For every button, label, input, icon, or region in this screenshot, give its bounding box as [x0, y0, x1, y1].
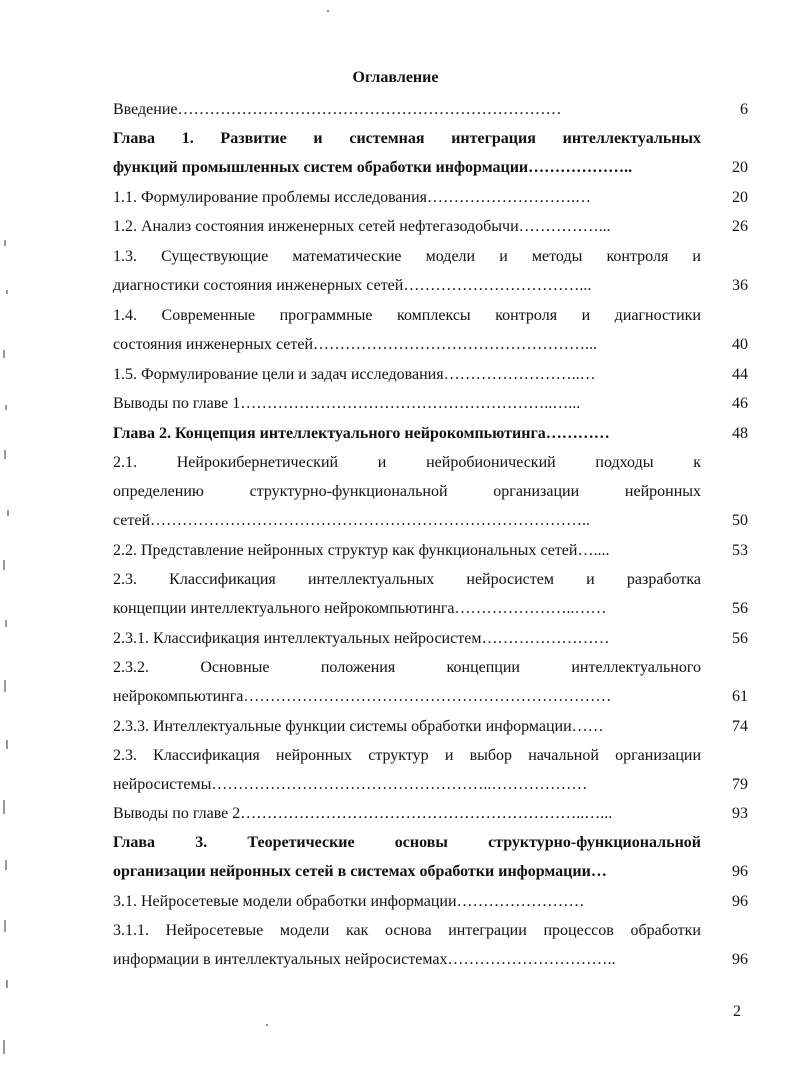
toc-entry-1-5 [113, 360, 701, 389]
toc-entry-introduction [113, 95, 701, 124]
toc-entry-1-4 [113, 301, 701, 359]
toc-entry-line: 1.2. Анализ состояния инженерных сетей нефтегазодобычи……………... [113, 218, 611, 235]
toc-entry-page: 96 [732, 863, 748, 880]
toc-entry-line: концепции интеллектуального нейрокомпьютинга…………………..…… [113, 600, 607, 617]
toc-entry-2-3-3 [113, 712, 701, 741]
toc-entry-page: 93 [732, 805, 748, 822]
toc-entry-page: 56 [732, 630, 748, 647]
toc-entry-page: 48 [732, 425, 748, 442]
toc-entry-line: 2.3.1. Классификация интеллектуальных нейросистем…………………… [113, 630, 610, 647]
toc-entry-2-3-structures [113, 741, 701, 799]
toc-entry-2-2 [113, 536, 701, 565]
toc-entry-2-1 [113, 448, 701, 535]
toc-entry-line: сетей……………………………………………………………………….. [113, 512, 591, 529]
toc-entry-page: 50 [732, 512, 748, 529]
toc-entry-line: 1.3. Существующие математические модели и методы контроля и [113, 248, 701, 265]
toc-entry-line: информации в интеллектуальных нейросистемах………………………….. [113, 951, 616, 968]
scan-speck [266, 1024, 268, 1026]
toc-entry-line: 2.3. Классификация интеллектуальных нейросистем и разработка [113, 571, 701, 588]
page-number: 2 [733, 1003, 741, 1020]
toc-entry-chapter-3 [113, 828, 701, 886]
toc-entry-3-1 [113, 887, 701, 916]
toc-entry-page: 46 [732, 395, 748, 412]
scan-margin-noise [0, 220, 14, 1080]
toc-entry-chapter-2 [113, 419, 701, 448]
toc-entry-line: определению структурно-функциональной организации нейронных [113, 483, 701, 500]
toc-entry-1-3 [113, 242, 701, 300]
toc-entry-3-1-1 [113, 916, 701, 974]
toc-entry-line: 3.1.1. Нейросетевые модели как основа интеграции процессов обработки [113, 922, 701, 939]
toc-entry-line: нейрокомпьютинга…………………………………………………………… [113, 688, 612, 705]
toc-entry-page: 36 [732, 277, 748, 294]
toc-entry-conclusions-1 [113, 389, 701, 418]
toc-entry-line: организации нейронных сетей в системах обработки информации… [113, 863, 607, 880]
toc-entry-page: 74 [732, 718, 748, 735]
toc-entry-line: нейросистемы……………………………………………..……………… [113, 776, 588, 793]
toc-entry-page: 44 [732, 366, 748, 383]
toc-entry-line: состояния инженерных сетей……………………………………………... [113, 336, 598, 353]
toc-entry-2-3 [113, 565, 701, 623]
toc-entry-page: 96 [732, 951, 748, 968]
toc-entry-chapter-1 [113, 124, 701, 182]
toc-entry-line: Введение……………………………………………………………… [113, 101, 562, 118]
toc-entry-page: 79 [732, 776, 748, 793]
toc-entry-1-1 [113, 183, 701, 212]
toc-entry-page: 56 [732, 600, 748, 617]
toc-entry-line: диагностики состояния инженерных сетей……………………………... [113, 277, 592, 294]
toc-entry-page: 40 [732, 336, 748, 353]
toc-entry-line: 2.3.2. Основные положения концепции интеллектуального [113, 659, 701, 676]
toc-entry-line: функций промышленных систем обработки информации……………….. [113, 159, 633, 176]
toc-entry-line: 1.4. Современные программные комплексы контроля и диагностики [113, 307, 701, 324]
toc-entry-line: Выводы по главе 2………………………………………………………..…... [113, 805, 613, 822]
toc-entry-page: 26 [732, 218, 748, 235]
scan-speck [327, 10, 329, 12]
toc-entry-page: 6 [740, 101, 748, 118]
toc-entry-page: 20 [732, 159, 748, 176]
toc-entry-line: Глава 2. Концепция интеллектуального нейрокомпьютинга………… [113, 425, 610, 442]
toc-entry-line: 1.5. Формулирование цели и задач исследования……………………..… [113, 366, 596, 383]
toc-entry-line: 3.1. Нейросетевые модели обработки информации…………………… [113, 893, 585, 910]
toc-title: Оглавление [352, 69, 439, 86]
toc-entry-line: 1.1. Формулирование проблемы исследования……………………….… [113, 189, 592, 206]
toc-entry-page: 61 [732, 688, 748, 705]
toc-entry-page: 53 [732, 542, 748, 559]
toc-entry-page: 20 [732, 189, 748, 206]
toc-entry-page: 96 [732, 893, 748, 910]
toc-entry-conclusions-2 [113, 799, 701, 828]
toc-entry-line: 2.3.3. Интеллектуальные функции системы обработки информации…… [113, 718, 604, 735]
toc-entry-line: 2.2. Представление нейронных структур как функциональных сетей….... [113, 542, 610, 559]
toc-entry-line: Выводы по главе 1…………………………………………………..…... [113, 395, 581, 412]
toc-entry-line: 2.3. Классификация нейронных структур и выбор начальной организации [113, 747, 701, 764]
toc-entry-2-3-1 [113, 624, 701, 653]
toc-entry-line: Глава 1. Развитие и системная интеграция интеллектуальных [113, 130, 701, 147]
toc-entry-line: 2.1. Нейрокибернетический и нейробионический подходы к [113, 454, 701, 471]
toc-entry-2-3-2 [113, 653, 701, 711]
toc-entry-line: Глава 3. Теоретические основы структурно-функциональной [113, 834, 701, 851]
toc-entry-1-2 [113, 212, 701, 241]
